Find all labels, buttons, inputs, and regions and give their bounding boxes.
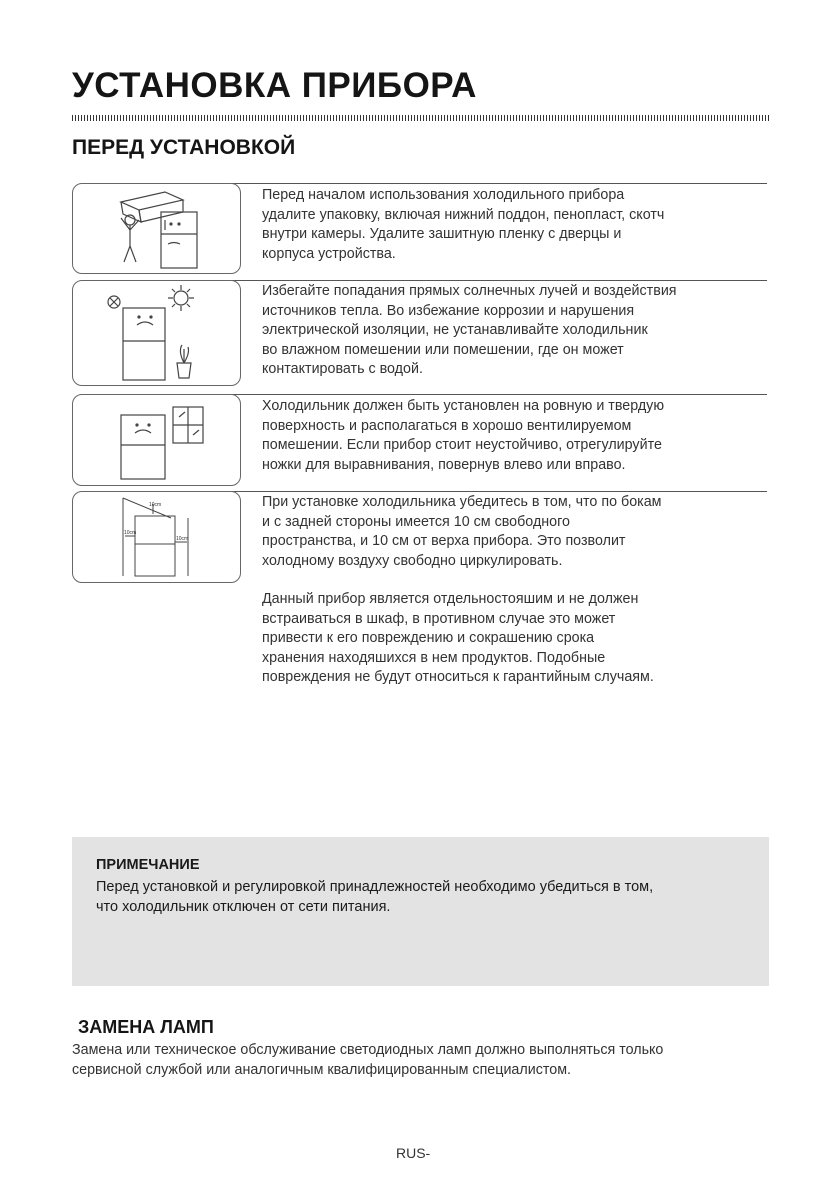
level-surface-text: Холодильник должен быть установлен на ровную и твердую поверхность и располагаться в хорошо вентилируемом помешении. Если прибор стоит неустойчиво, отрегулируйте ножки для выравнивания, повернув влево или вправо. (262, 398, 665, 473)
title-divider (72, 115, 769, 121)
lamp-section-title: ЗАМЕНА ЛАМП (78, 1017, 214, 1037)
freestanding-text: Данный прибор является отдельностояшим и не должен встраиваться в шкаф, в противном случае это может привести к его повреждению и сокрашению срока хранения находяшихся в нем продуктов. Подобные повреждения не будут относиться к гарантийным случаям. (262, 591, 654, 686)
page-number: RUS- (396, 1145, 431, 1161)
clearance-illustration (72, 491, 241, 583)
clearance-icon (73, 492, 240, 582)
lamp-section-text: Замена или техническое обслуживание светодиодных ламп должно выполняться только сервисной службой или аналогичным квалифицированным специалистом. (72, 1042, 664, 1078)
row-divider (232, 280, 767, 281)
level-surface-illustration (72, 394, 241, 486)
unpacking-illustration (72, 183, 241, 274)
sun-heat-warning-illustration (72, 280, 241, 386)
row-divider (232, 491, 767, 492)
clearance-right-label: 10cm (176, 536, 189, 542)
clearance-top-label: 10cm (149, 502, 162, 508)
row-divider (232, 183, 767, 184)
section-title: ПЕРЕД УСТАНОВКОЙ (72, 136, 296, 159)
clearance-text: При установке холодильника убедитесь в том, что по бокам и с задней стороны имеется 10 см свободного пространства, и 10 см от верха прибора. Это позволит холодному воздуху свободно циркулировать. (262, 494, 662, 569)
note-text: Перед установкой и регулировкой принадлежностей необходимо убедиться в том, что холодильник отключен от сети питания. (96, 879, 654, 915)
level-surface-icon (73, 395, 240, 485)
note-title: ПРИМЕЧАНИЕ (96, 857, 200, 873)
sun-heat-text: Избегайте попадания прямых солнечных лучей и воздействия источников тепла. Во избежание коррозии и нарушения электрической изоляции, не устанавливайте холодильник во влажном помешении или помешении, где он может контактировать с водой. (262, 283, 677, 378)
clearance-left-label: 10cm (124, 530, 137, 536)
sun-heat-warning-icon (73, 281, 240, 385)
page-title: УСТАНОВКА ПРИБОРА (72, 66, 477, 105)
unpacking-text: Перед началом использования холодильного прибора удалите упаковку, включая нижний поддон, пенопласт, скотч внутри камеры. Удалите зашитную пленку с дверцы и корпуса устройства. (262, 187, 665, 262)
note-box (72, 837, 769, 986)
row-divider (232, 394, 767, 395)
unpacking-icon (73, 184, 240, 273)
